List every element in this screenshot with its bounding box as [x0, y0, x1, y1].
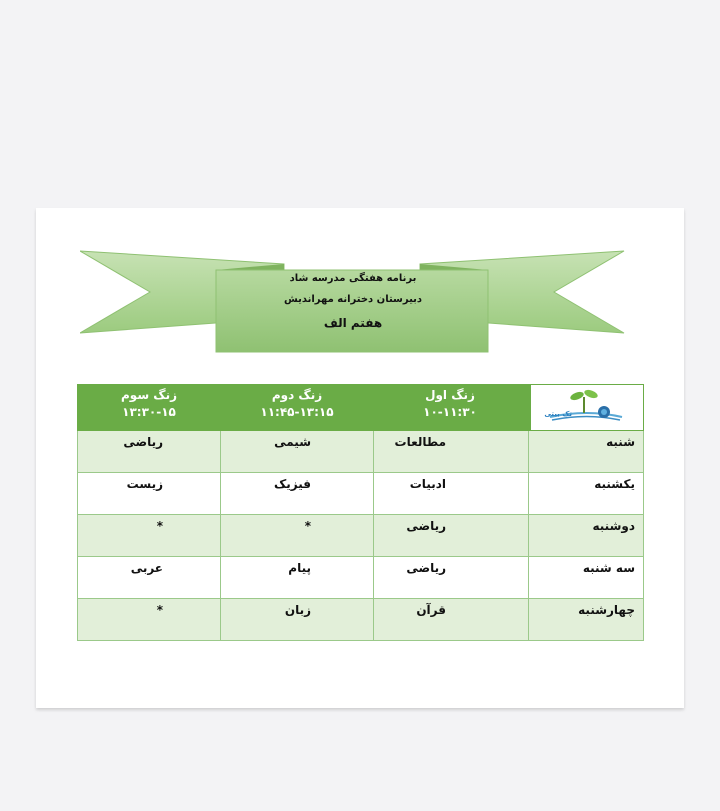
table-row: [78, 431, 644, 473]
subject-cell: عربی: [78, 557, 221, 599]
subject-cell: *: [78, 515, 221, 557]
subject-cell: مطالعات: [374, 431, 529, 473]
logo-cell: [529, 385, 644, 431]
period-1-label: زنگ اول: [425, 388, 475, 402]
period-2-time: ۱۱:۴۵-۱۳:۱۵: [260, 405, 334, 419]
table-row: [78, 515, 644, 557]
subject-cell: زیست: [78, 473, 221, 515]
document-page: [36, 208, 684, 708]
class-name: هفتم الف: [323, 316, 383, 330]
sprout-globe-logo-icon: [531, 385, 643, 427]
day-cell: چهارشنبه: [529, 599, 644, 641]
subject-cell: ریاضی: [374, 557, 529, 599]
subject-cell: *: [78, 599, 221, 641]
subject-cell: شیمی: [221, 431, 374, 473]
day-cell: یکشنبه: [529, 473, 644, 515]
school-subtitle: دبیرستان دخترانه مهراندیش: [283, 294, 423, 305]
subject-cell: ریاضی: [374, 515, 529, 557]
subject-cell: ادبیات: [374, 473, 529, 515]
header-period-2: [221, 385, 374, 431]
period-2-label: زنگ دوم: [271, 388, 323, 402]
subject-cell: پیام: [221, 557, 374, 599]
subject-cell: فیزیک: [221, 473, 374, 515]
banner-text: [218, 272, 488, 331]
header-period-3: [78, 385, 221, 431]
table-row: [78, 557, 644, 599]
period-1-time: ۱۰-۱۱:۳۰: [423, 405, 477, 419]
period-3-time: ۱۳:۳۰-۱۵: [122, 405, 176, 419]
subject-cell: *: [221, 515, 374, 557]
table-header-row: [78, 385, 644, 431]
table-row: [78, 599, 644, 641]
subject-cell: زبان: [221, 599, 374, 641]
day-cell: دوشنبه: [529, 515, 644, 557]
header-period-1: [374, 385, 529, 431]
day-cell: سه شنبه: [529, 557, 644, 599]
school-title: برنامه هفتگی مدرسه شاد: [289, 273, 417, 284]
subject-cell: ریاضی: [78, 431, 221, 473]
period-3-label: زنگ سوم: [121, 388, 177, 402]
day-cell: شنبه: [529, 431, 644, 473]
subject-cell: قرآن: [374, 599, 529, 641]
weekly-schedule-table: [77, 384, 644, 641]
table-row: [78, 473, 644, 515]
logo-text: تک بیتی: [544, 410, 572, 418]
